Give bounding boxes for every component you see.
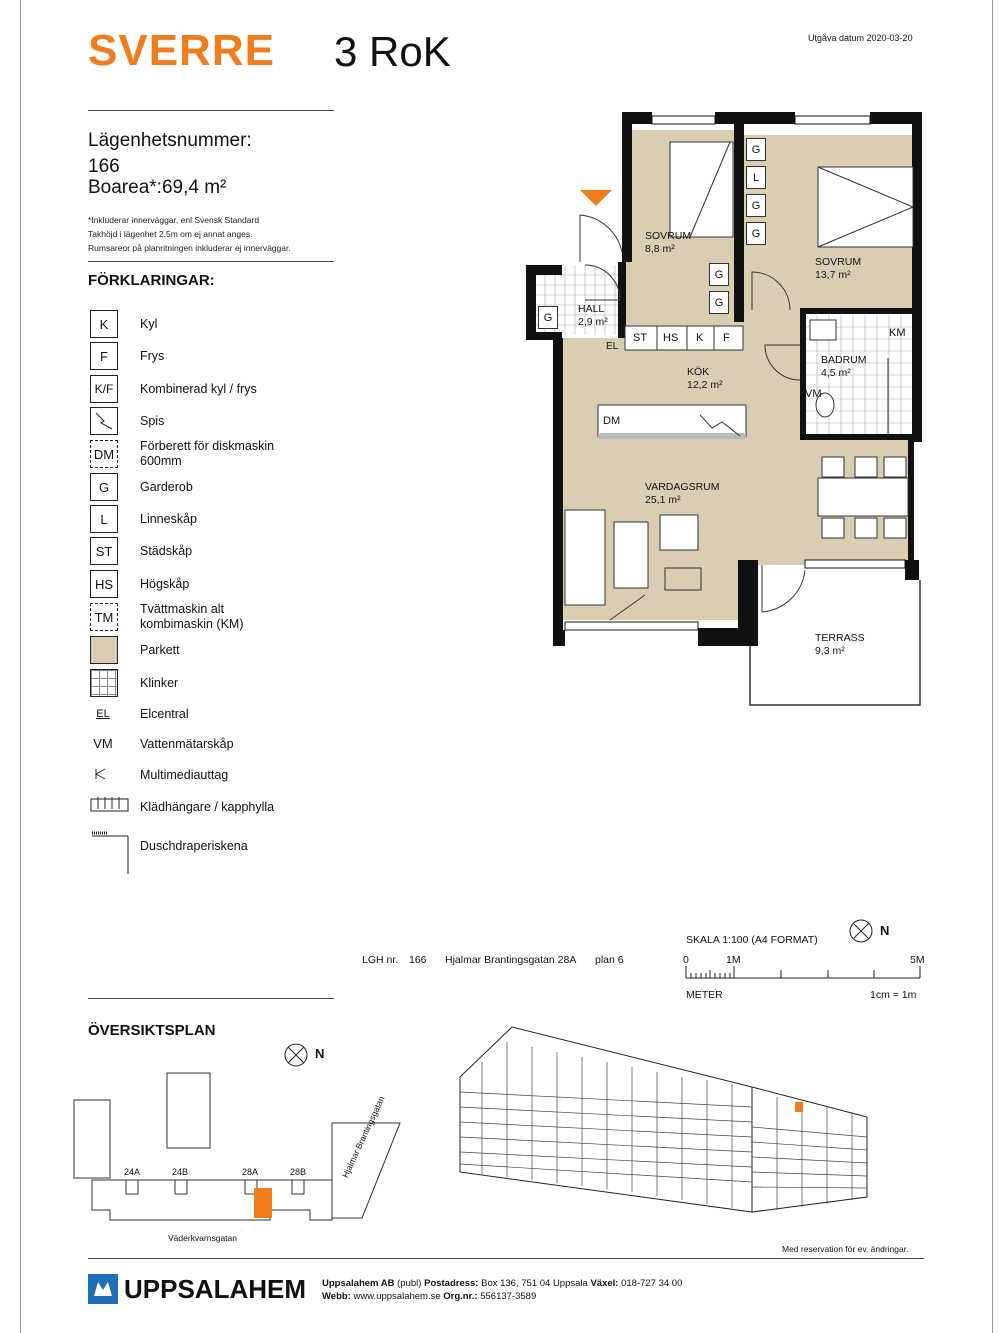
legend-label: Förberett för diskmaskin 600mm: [140, 439, 275, 468]
garderob-mark: G: [746, 222, 766, 245]
legend-label: Vattenmätarskåp: [140, 737, 234, 751]
scale-tick-1m: 1M: [726, 954, 741, 966]
north-icon: [848, 918, 874, 949]
issue-date: Utgåva datum 2020-03-20: [808, 33, 913, 43]
north-label: N: [315, 1046, 325, 1061]
kyl-mark: K: [696, 332, 704, 344]
room-label-hall: HALL 2,9 m²: [578, 303, 608, 328]
north-label: N: [880, 923, 890, 938]
overview-title: ÖVERSIKTSPLAN: [88, 1022, 216, 1039]
room-label-badrum: BADRUM 4,5 m²: [821, 354, 867, 379]
legend-label: Högskåp: [140, 577, 190, 591]
legend-label: Elcentral: [140, 707, 189, 721]
legend-title: FÖRKLARINGAR:: [88, 272, 215, 289]
legend-label: Duschdraperiskena: [140, 839, 248, 853]
scale-unit: METER: [686, 989, 723, 1001]
legend-label: Linneskåp: [140, 512, 197, 526]
divider: [88, 110, 334, 111]
scale-tick-5m: 5M: [910, 954, 925, 966]
legend-label: Klädhängare / kapphylla: [140, 800, 275, 814]
scale-bar: [684, 964, 924, 980]
diskmaskin-mark: DM: [603, 415, 621, 427]
legend-symbol-kyl-frys: K/F: [90, 375, 118, 403]
legend-symbol-elcentral: EL: [96, 708, 110, 720]
lgh-number: 166: [409, 954, 427, 966]
elcentral-mark: EL: [606, 341, 619, 352]
legend-label: Multimediauttag: [140, 768, 229, 782]
legend-symbol-kyl: K: [90, 310, 118, 338]
legend-symbol-linneskap: L: [90, 505, 118, 533]
stadskap-mark: ST: [633, 332, 648, 344]
legend-label: Klinker: [140, 676, 179, 690]
apartment-number: 166: [88, 156, 120, 177]
parkett-swatch: [90, 636, 118, 664]
legend-symbol-hogskap: HS: [90, 570, 118, 598]
scale-title: SKALA 1:100 (A4 FORMAT): [686, 934, 818, 946]
divider: [88, 998, 334, 999]
hogskap-mark: HS: [663, 332, 679, 344]
legend-symbol-frys: F: [90, 342, 118, 370]
clothes-hanger-icon: [90, 792, 130, 818]
garderob-mark: G: [709, 291, 729, 314]
legend-label: Garderob: [140, 480, 193, 494]
scale-ratio: 1cm = 1m: [870, 989, 917, 1001]
garderob-mark: G: [746, 194, 766, 217]
legend-symbol-stadskap: ST: [90, 537, 118, 565]
building-illustration: [452, 1022, 872, 1222]
multimedia-outlet-icon: [90, 761, 116, 787]
uppsalahem-logo-icon: [88, 1274, 118, 1309]
room-label-vardagsrum: VARDAGSRUM 25,1 m²: [645, 481, 720, 506]
note-line: *Inkluderar innerväggar, enl Svensk Standard: [88, 215, 260, 225]
legend-label: Frys: [140, 349, 165, 363]
reservation-note: Med reservation för ev. ändringar.: [782, 1244, 909, 1254]
legend-label: Städskåp: [140, 544, 193, 558]
legend-label: Kyl: [140, 317, 158, 331]
stove-icon: [90, 407, 118, 435]
garderob-mark: G: [538, 306, 558, 329]
page-edge-left: [20, 0, 21, 1333]
linneskap-mark: L: [746, 166, 766, 189]
room-label-sovrum: SOVRUM 13,7 m²: [815, 256, 862, 281]
legend-symbol-diskmaskin: DM: [90, 440, 118, 468]
company-logo-text: UPPSALAHEM: [124, 1274, 307, 1304]
legend-symbol-tvattmaskin: TM: [90, 603, 118, 631]
room-label-terrass: TERRASS 9,3 m²: [815, 632, 865, 657]
divider: [88, 261, 334, 262]
lgh-label: LGH nr.: [362, 954, 399, 966]
page-edge-right: [992, 0, 993, 1333]
garderob-mark: G: [709, 263, 729, 286]
apartment-number-label: Lägenhetsnummer:: [88, 130, 252, 151]
living-area: Boarea*:69,4 m²: [88, 177, 227, 198]
entrance-label: 28A: [242, 1167, 259, 1177]
kombimaskin-mark: KM: [889, 327, 906, 339]
note-line: Rumsareor på planritningen inkluderar ej innerväggar.: [88, 243, 291, 253]
room-label-sovrum: SOVRUM 8,8 m²: [645, 230, 692, 255]
entrance-label: 24B: [172, 1167, 189, 1177]
company-details: Uppsalahem AB (publ) Postadress: Box 136, 751 04 Uppsala Växel: 018-727 34 00: [322, 1278, 683, 1289]
frys-mark: F: [723, 332, 730, 344]
entrance-label: 24A: [124, 1167, 141, 1177]
klinker-swatch: [90, 669, 118, 697]
brand-title: SVERRE: [88, 26, 275, 75]
street-address: Hjalmar Brantingsgatan 28A: [445, 954, 577, 966]
legend-label: Spis: [140, 414, 165, 428]
entrance-label: 28B: [290, 1167, 307, 1177]
street-name: Väderkvarnsgatan: [168, 1233, 237, 1243]
legend-label: Tvättmaskin alt kombimaskin (KM): [140, 602, 244, 631]
vattenmatare-mark: VM: [805, 388, 822, 400]
street-name: Hjalmar Brantingsgatan: [340, 1094, 387, 1180]
legend-label: Kombinerad kyl / frys: [140, 382, 257, 396]
shower-curtain-rail-icon: [90, 828, 130, 876]
divider: [88, 1258, 924, 1259]
floor-label: plan 6: [595, 954, 624, 966]
note-line: Takhöjd i lägenhet 2,5m om ej annat anges.: [88, 229, 253, 239]
apartment-type: 3 RoK: [334, 28, 451, 75]
legend-symbol-vattenmatare: VM: [93, 735, 113, 751]
company-web: Webb: www.uppsalahem.se Org.nr.: 556137-3589: [322, 1291, 537, 1302]
scale-tick-0: 0: [683, 954, 689, 966]
room-label-kok: KÖK 12,2 m²: [687, 366, 723, 391]
garderob-mark: G: [746, 138, 766, 161]
legend-label: Parkett: [140, 643, 180, 657]
legend-symbol-garderob: G: [90, 473, 118, 501]
floor-plan: [520, 108, 930, 713]
